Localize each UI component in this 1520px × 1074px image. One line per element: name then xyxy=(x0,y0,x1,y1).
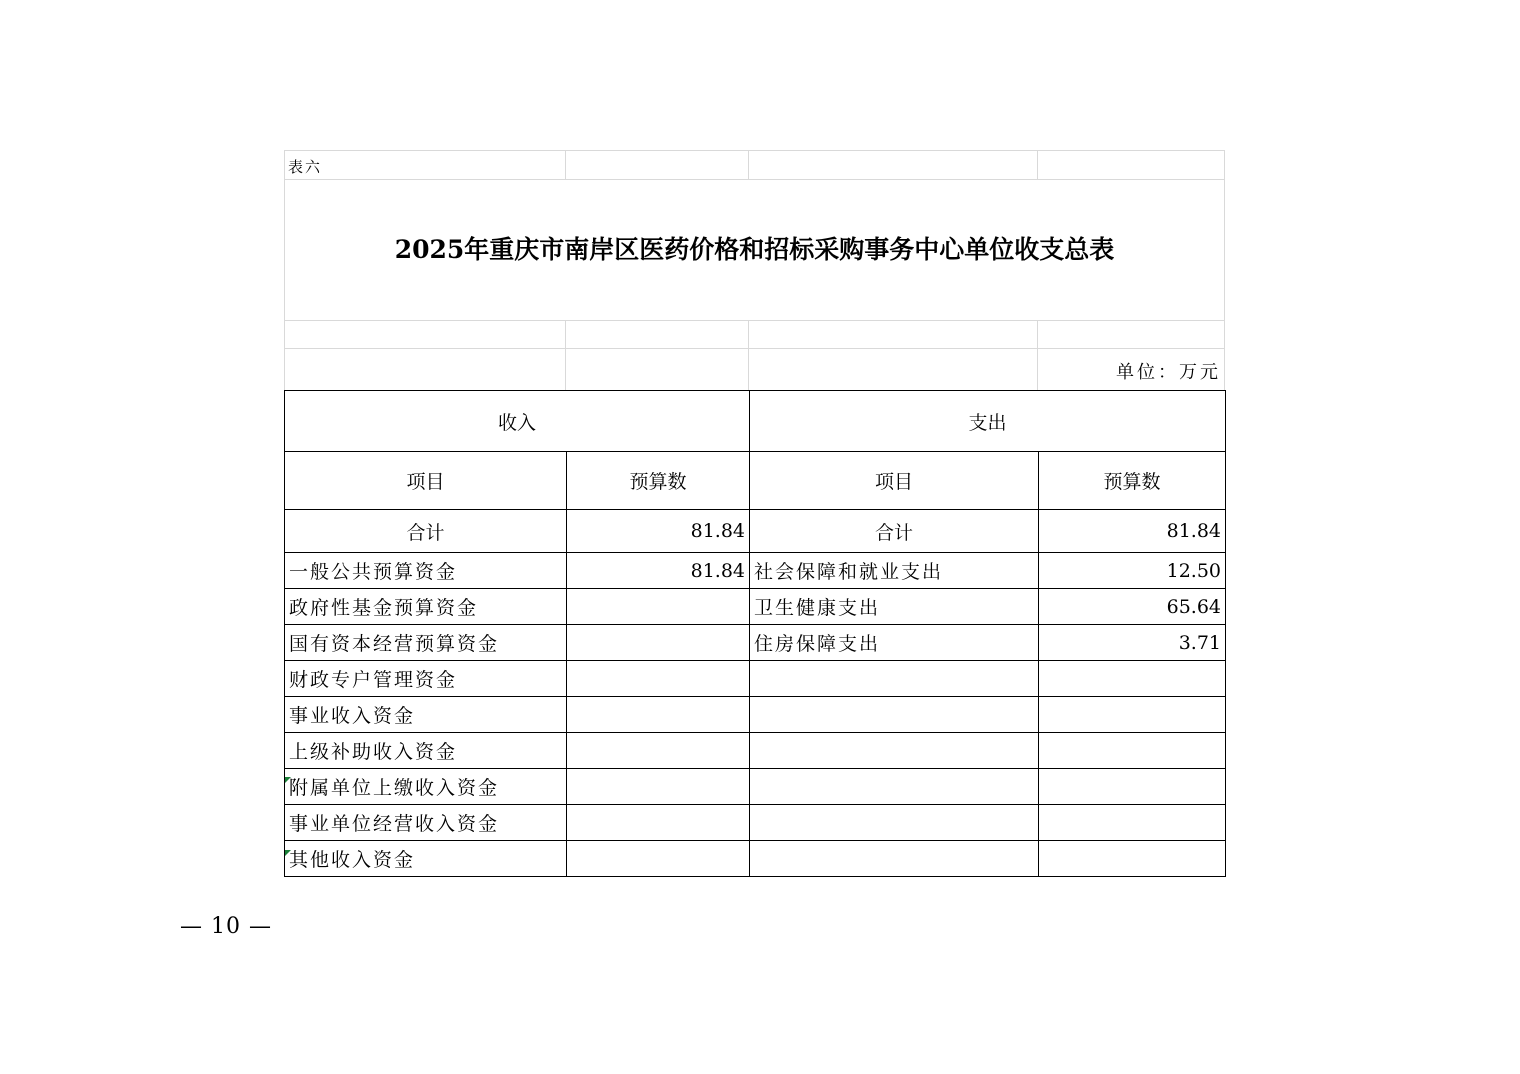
total-row xyxy=(285,510,1226,553)
income-budget xyxy=(567,733,750,769)
grid-line xyxy=(284,150,285,390)
table-row xyxy=(285,589,1226,625)
grid-line xyxy=(748,320,749,390)
expense-item: 住房保障支出 xyxy=(750,625,1039,661)
column-header-row xyxy=(285,452,1226,510)
page-number: — 10 — xyxy=(180,914,272,939)
grid-line xyxy=(284,320,1225,321)
income-item-header: 项目 xyxy=(285,452,567,510)
expense-budget xyxy=(1039,841,1226,877)
income-item: 一般公共预算资金 xyxy=(285,553,567,589)
income-item: 上级补助收入资金 xyxy=(285,733,567,769)
expense-total-label: 合计 xyxy=(750,510,1039,553)
income-item: 其他收入资金 xyxy=(285,841,567,877)
table-row xyxy=(285,625,1226,661)
section-header-row xyxy=(285,391,1226,452)
expense-budget xyxy=(1039,769,1226,805)
income-budget xyxy=(567,589,750,625)
income-budget xyxy=(567,805,750,841)
cell-error-indicator-icon xyxy=(285,850,291,856)
expense-budget xyxy=(1039,805,1226,841)
table-label: 表六 xyxy=(288,158,323,176)
grid-line xyxy=(1037,320,1038,390)
expense-budget: 65.64 xyxy=(1039,589,1226,625)
unit-label: 单位：万元 xyxy=(1116,362,1221,383)
expense-item: 社会保障和就业支出 xyxy=(750,553,1039,589)
expense-item-header: 项目 xyxy=(750,452,1039,510)
income-budget xyxy=(567,841,750,877)
income-budget xyxy=(567,661,750,697)
expense-budget xyxy=(1039,661,1226,697)
income-item: 附属单位上缴收入资金 xyxy=(285,769,567,805)
expense-budget: 3.71 xyxy=(1039,625,1226,661)
table-row xyxy=(285,769,1226,805)
income-budget xyxy=(567,625,750,661)
grid-line xyxy=(284,179,1225,180)
expense-section-header: 支出 xyxy=(750,391,1226,452)
grid-line xyxy=(284,348,1225,349)
grid-line xyxy=(284,150,1225,151)
income-item: 国有资本经营预算资金 xyxy=(285,625,567,661)
grid-line xyxy=(1037,150,1038,179)
income-item: 事业单位经营收入资金 xyxy=(285,805,567,841)
income-budget-header: 预算数 xyxy=(567,452,750,510)
expense-budget xyxy=(1039,697,1226,733)
expense-item xyxy=(750,841,1039,877)
document-title: 2025年重庆市南岸区医药价格和招标采购事务中心单位收支总表 xyxy=(394,235,1115,264)
income-item: 事业收入资金 xyxy=(285,697,567,733)
income-budget: 81.84 xyxy=(567,553,750,589)
expense-item xyxy=(750,697,1039,733)
income-budget xyxy=(567,697,750,733)
table-row xyxy=(285,805,1226,841)
expense-item: 卫生健康支出 xyxy=(750,589,1039,625)
income-expense-table xyxy=(284,390,1226,877)
income-item: 财政专户管理资金 xyxy=(285,661,567,697)
cell-error-indicator-icon xyxy=(285,777,291,783)
grid-line xyxy=(565,320,566,390)
expense-item xyxy=(750,769,1039,805)
income-item: 政府性基金预算资金 xyxy=(285,589,567,625)
expense-item xyxy=(750,661,1039,697)
expense-item xyxy=(750,805,1039,841)
grid-line xyxy=(748,150,749,179)
income-budget xyxy=(567,769,750,805)
expense-budget xyxy=(1039,733,1226,769)
expense-budget: 12.50 xyxy=(1039,553,1226,589)
income-section-header: 收入 xyxy=(285,391,750,452)
table-row xyxy=(285,661,1226,697)
expense-budget-header: 预算数 xyxy=(1039,452,1226,510)
table-row xyxy=(285,841,1226,877)
grid-line xyxy=(1224,150,1225,390)
expense-item xyxy=(750,733,1039,769)
table-row xyxy=(285,697,1226,733)
income-total-value: 81.84 xyxy=(567,510,750,553)
table-row xyxy=(285,553,1226,589)
income-total-label: 合计 xyxy=(285,510,567,553)
table-row xyxy=(285,733,1226,769)
expense-total-value: 81.84 xyxy=(1039,510,1226,553)
grid-line xyxy=(565,150,566,179)
